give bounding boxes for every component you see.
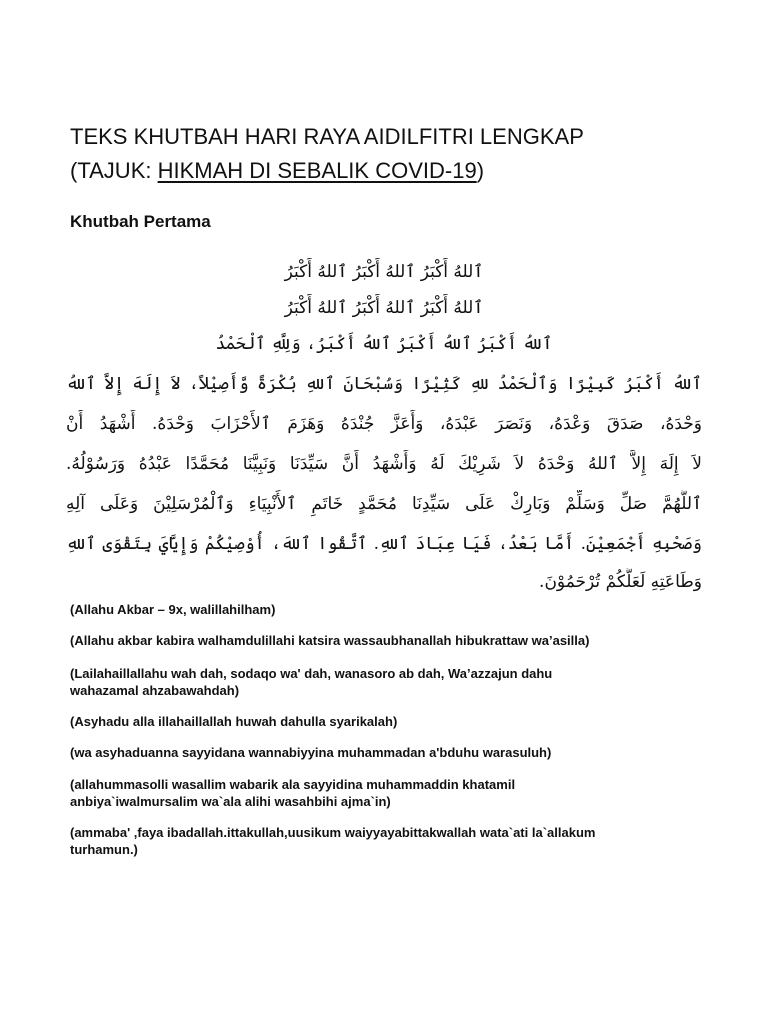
title-topic-underlined: HIKMAH DI SEBALIK COVID-19	[157, 158, 477, 183]
arabic-takbir-line-2: ٱللهُ أَكْبَرُ ٱللهُ أَكْبَرُ ٱللهُ أَكْبَرُ	[284, 298, 484, 318]
arabic-text-line-8: وَصَحْبِهِ أَجْمَعِيْنَ. أَمَّا بَعْدُ، فَيَا عِبَادَ ٱللهِ. ٱتَّقُوا ٱللهَ، أُوْصِيْكُمْ وَإِيَّايَ بِتَقْوَى ٱللهِ	[66, 534, 702, 554]
arabic-takbir-line-1: ٱللهُ أَكْبَرُ ٱللهُ أَكْبَرُ ٱللهُ أَكْبَرُ	[284, 262, 484, 282]
transliteration-4: (Asyhadu alla illahaillallah huwah dahulla syarikalah)	[70, 714, 398, 729]
arabic-text-line-5: وَحْدَهُ، صَدَقَ وَعْدَهُ، وَنَصَرَ عَبْدَهُ، وَأَعَزَّ جُنْدَهُ وَهَزَمَ ٱلأَحْزَابَ وَحْدَهُ. أَشْهَدُ أَنْ	[66, 414, 702, 434]
title-prefix: (TAJUK:	[70, 158, 158, 183]
arabic-text-line-9: وَطَاعَتِهِ لَعَلَّكُمْ تُرْحَمُوْنَ.	[539, 572, 702, 592]
transliteration-2: (Allahu akbar kabira walhamdulillahi katsira wassaubhanallah hibukrattaw wa’asilla)	[70, 633, 590, 648]
arabic-takbir-line-3: ٱللهُ أَكْبَرُ ٱللهُ أَكْبَرُ ٱللهُ أَكْبَرُ، وَلِلَّهِ ٱلْحَمْدُ	[215, 334, 553, 354]
transliteration-5: (wa asyhaduanna sayyidana wannabiyyina muhammadan a'bduhu warasuluh)	[70, 745, 552, 760]
title-line-2	[70, 154, 730, 188]
transliteration-6: (allahummasolli wasallim wabarik ala sayyidina muhammaddin khatamil anbiya`iwalmursalim wa`ala alihi wasahbihi ajma`in)	[70, 777, 516, 809]
transliteration-3: (Lailahaillallahu wah dah, sodaqo wa' dah, wanasoro ab dah, Wa’azzajun dahu wahazamal ahzabawahdah)	[70, 666, 553, 698]
title-suffix: )	[476, 158, 485, 183]
section-heading: Khutbah Pertama	[70, 212, 211, 231]
transliteration-1: (Allahu Akbar – 9x, walillahilham)	[70, 602, 276, 617]
arabic-text-line-7: ٱللَّهُمَّ صَلِّ وَسَلِّمْ وَبَارِكْ عَلَى سَيِّدِنَا مُحَمَّدٍ خَاتَمِ ٱلأَنْبِيَاءِ وَٱلْمُرْسَلِيْنَ وَعَلَى آلِهِ	[66, 494, 702, 514]
arabic-text-line-4: ٱللهُ أَكْبَرُ كَبِيْرًا وَٱلْحَمْدُ للهِ كَثِيْرًا وَسُبْحَانَ ٱللهِ بُكْرَةً وَّأَصِيْلاً، لاَ إِلَهَ إِلاَّ ٱللهُ	[66, 374, 702, 394]
arabic-text-line-6: لاَ إِلَهَ إِلاَّ ٱللهُ وَحْدَهُ لاَ شَرِيْكَ لَهُ وَأَشْهَدُ أَنَّ سَيِّدَنَا وَنَبِيَّنَا مُحَمَّدًا عَبْدُهُ وَرَسُوْلُهُ.	[66, 454, 702, 474]
transliteration-7: (ammaba' ,faya ibadallah.ittakullah,uusikum waiyyayabittakwallah wata`ati la`allakum turhamun.)	[70, 825, 596, 857]
document-title	[70, 120, 730, 188]
title-line-1: TEKS KHUTBAH HARI RAYA AIDILFITRI LENGKAP	[70, 124, 584, 149]
